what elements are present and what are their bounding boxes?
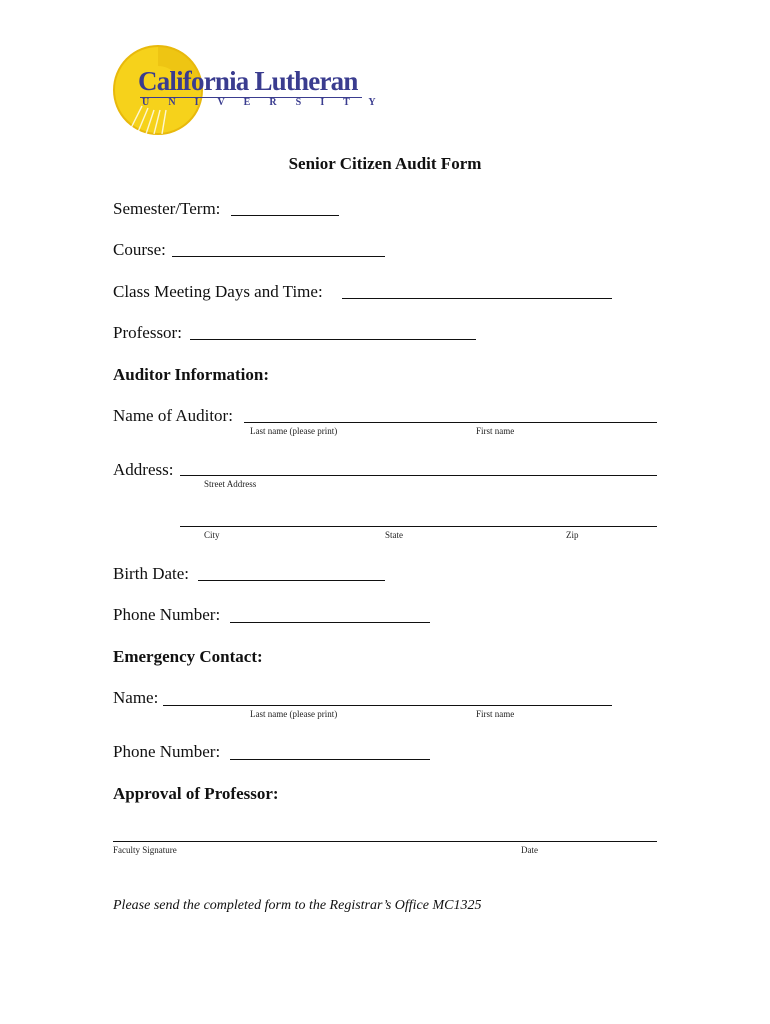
auditor-phone-field[interactable] bbox=[230, 622, 430, 623]
emergency-phone-field[interactable] bbox=[230, 759, 430, 760]
state-hint: State bbox=[385, 530, 403, 540]
course-label: Course: bbox=[113, 240, 166, 259]
city-state-zip-field[interactable] bbox=[180, 526, 657, 527]
auditor-heading: Auditor Information: bbox=[113, 365, 269, 384]
professor-field[interactable] bbox=[190, 339, 476, 340]
auditor-phone-label: Phone Number: bbox=[113, 605, 221, 624]
birth-date-field[interactable] bbox=[198, 580, 385, 581]
form-title: Senior Citizen Audit Form bbox=[288, 154, 482, 173]
emergency-phone-label: Phone Number: bbox=[113, 742, 221, 761]
emergency-name-field[interactable] bbox=[163, 705, 612, 706]
zip-hint: Zip bbox=[566, 530, 579, 540]
date-hint: Date bbox=[521, 845, 538, 855]
birth-date-label: Birth Date: bbox=[113, 564, 190, 583]
professor-label: Professor: bbox=[113, 323, 182, 342]
footer-note: Please send the completed form to the Registrar’s Office MC1325 bbox=[113, 898, 482, 913]
logo-subtitle: U N I V E R S I T Y bbox=[142, 97, 384, 108]
signature-hint: Faculty Signature bbox=[113, 845, 177, 855]
logo-name: California Lutheran bbox=[138, 66, 358, 96]
address-label: Address: bbox=[113, 460, 174, 479]
semester-field[interactable] bbox=[231, 215, 339, 216]
auditor-name-field[interactable] bbox=[244, 422, 657, 423]
auditor-first-name-hint: First name bbox=[476, 426, 515, 436]
meeting-label: Class Meeting Days and Time: bbox=[113, 282, 323, 301]
street-hint: Street Address bbox=[204, 479, 257, 489]
city-hint: City bbox=[204, 530, 220, 540]
emergency-first-name-hint: First name bbox=[476, 709, 515, 719]
emergency-heading: Emergency Contact: bbox=[113, 647, 263, 666]
auditor-last-name-hint: Last name (please print) bbox=[250, 426, 338, 436]
semester-label: Semester/Term: bbox=[113, 199, 221, 218]
meeting-field[interactable] bbox=[342, 298, 612, 299]
street-address-field[interactable] bbox=[180, 475, 657, 476]
approval-heading: Approval of Professor: bbox=[113, 784, 279, 803]
emergency-name-label: Name: bbox=[113, 688, 159, 707]
auditor-name-label: Name of Auditor: bbox=[113, 406, 233, 425]
course-field[interactable] bbox=[172, 256, 385, 257]
emergency-last-name-hint: Last name (please print) bbox=[250, 709, 338, 719]
faculty-signature-field[interactable] bbox=[113, 841, 657, 842]
